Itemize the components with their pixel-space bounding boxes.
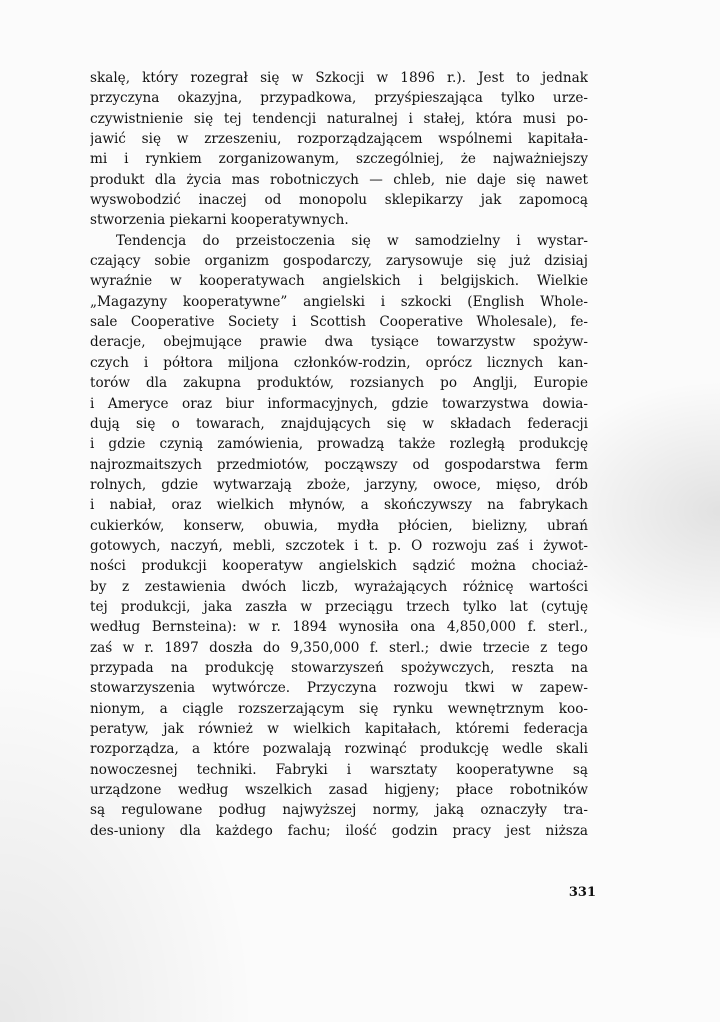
text-line: czych i półtora miljona członków-rodzin, oprócz licznych kan- bbox=[90, 354, 588, 371]
text-line: rozporządza, a które pozwalają rozwinąć produkcję wedle skali bbox=[90, 741, 588, 758]
text-line: zaś w r. 1897 doszła do 9,350,000 f. sterl.; dwie trzecie z tego bbox=[90, 639, 588, 656]
text-line: nionym, a ciągle rozszerzającym się rynku wewnętrznym koo- bbox=[90, 700, 588, 717]
text-line: stowarzyszenia wytwórcze. Przyczyna rozwoju tkwi w zapew- bbox=[90, 680, 588, 697]
text-line: stworzenia piekarni kooperatywnych. bbox=[90, 212, 349, 229]
text-line: są regulowane podług najwyższej normy, jaką oznaczyły tra- bbox=[90, 802, 588, 819]
text-line: dują się o towarach, znajdujących się w składach federacji bbox=[90, 415, 588, 432]
text-line: skalę, który rozegrał się w Szkocji w 1896 r.). Jest to jednak bbox=[90, 70, 588, 86]
text-line: by z zestawienia dwóch liczb, wyrażających różnicę wartości bbox=[90, 578, 588, 595]
text-line: ności produkcji kooperatyw angielskich sądzić można chociaż- bbox=[90, 558, 588, 575]
text-line: według Bernsteina): w r. 1894 wynosiła ona 4,850,000 f. sterl., bbox=[90, 619, 588, 636]
text-line: peratyw, jak również w wielkich kapitałach, któremi federacja bbox=[90, 721, 588, 737]
text-line: i gdzie czynią zamówienia, prowadzą także rozległą produkcję bbox=[90, 436, 588, 453]
text-line: czający sobie organizm gospodarczy, zarysowuje się już dzisiaj bbox=[90, 253, 588, 270]
text-line: torów dla zakupna produktów, rozsianych po Anglji, Europie bbox=[90, 375, 588, 392]
text-line: gotowych, naczyń, mebli, szczotek i t. p. O rozwoju zaś i żywot- bbox=[90, 537, 588, 554]
text-line: przyczyna okazyjna, przypadkowa, przyśpieszająca tylko urze- bbox=[90, 90, 588, 107]
text-line: wyraźnie w kooperatywach angielskich i belgijskich. Wielkie bbox=[90, 273, 588, 290]
text-line: czywistnienie się tej tendencji naturalnej i stałej, która musi po- bbox=[90, 110, 588, 127]
text-line: urządzone według wszelkich zasad higjeny; płace robotników bbox=[90, 782, 588, 799]
text-line: produkt dla życia mas robotniczych — chleb, nie daje się nawet bbox=[90, 171, 588, 188]
text-line: deracje, obejmujące prawie dwa tysiące towarzystw spożyw- bbox=[90, 334, 588, 351]
text-line: wyswobodzić inaczej od monopolu sklepikarzy jak zapomocą bbox=[90, 192, 588, 209]
text-line: tej produkcji, jaka zaszła w przeciągu trzech tylko lat (cytuję bbox=[90, 598, 588, 615]
text-line: i Ameryce oraz biur informacyjnych, gdzie towarzystwa dowia- bbox=[90, 395, 588, 412]
text-line: jawić się w zrzeszeniu, rozporządzającem wspólnemi kapitała- bbox=[90, 131, 588, 148]
text-line: des-uniony dla każdego fachu; ilość godzin pracy jest niższa bbox=[90, 822, 588, 839]
text-line: cukierków, konserw, obuwia, mydła płócien, bielizny, ubrań bbox=[90, 517, 588, 534]
text-line: nowoczesnej techniki. Fabryki i warsztaty kooperatywne są bbox=[90, 761, 588, 778]
paragraph-start-line: Tendencja do przeistoczenia się w samodzielny i wystar- bbox=[116, 232, 588, 249]
text-line: „Magazyny kooperatywne” angielski i szkocki (English Whole- bbox=[90, 293, 588, 310]
text-line: przypada na produkcję stowarzyszeń spożywczych, reszta na bbox=[90, 659, 588, 676]
text-line: mi i rynkiem zorganizowanym, szczególniej, że najważniejszy bbox=[90, 151, 588, 168]
text-line: i nabiał, oraz wielkich młynów, a skończywszy na fabrykach bbox=[90, 497, 588, 514]
text-line: najrozmaitszych przedmiotów, począwszy od gospodarstwa ferm bbox=[90, 456, 588, 473]
body-text bbox=[90, 68, 588, 841]
text-line: rolnych, gdzie wytwarzają zboże, jarzyny, owoce, mięso, drób bbox=[90, 476, 588, 493]
page-number: 331 bbox=[568, 885, 596, 900]
text-line: sale Cooperative Society i Scottish Cooperative Wholesale), fe- bbox=[90, 314, 588, 331]
